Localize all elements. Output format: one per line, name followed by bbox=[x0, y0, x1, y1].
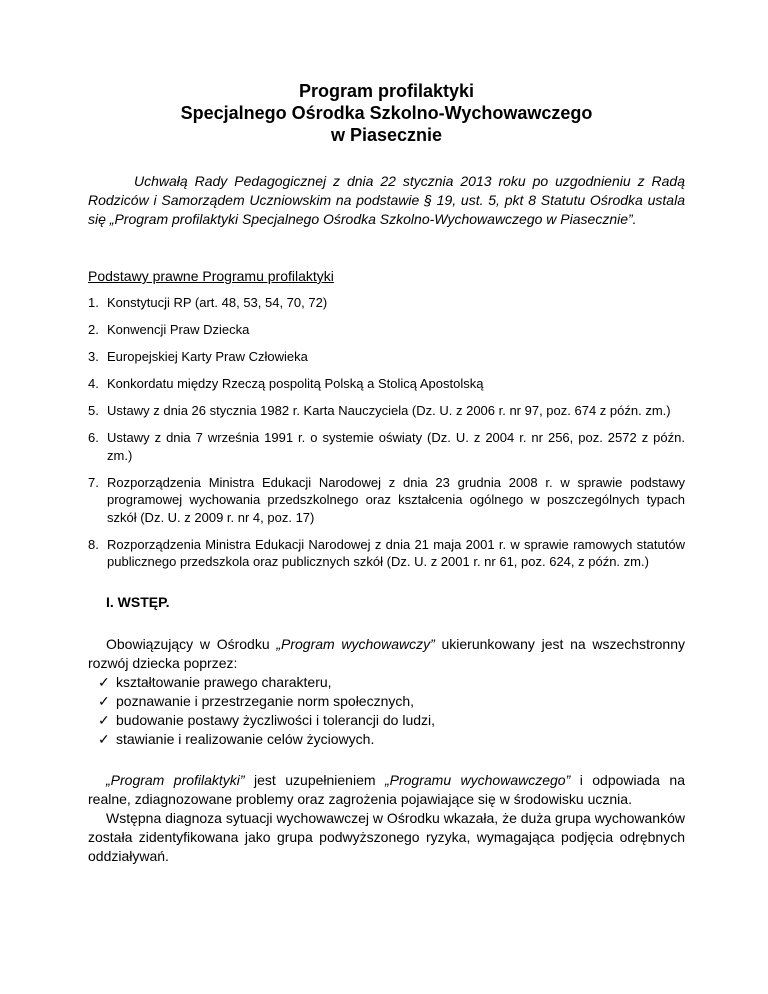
list-item-text: Ustawy z dnia 26 stycznia 1982 r. Karta Nauczyciela (Dz. U. z 2006 r. nr 97, poz. 674 z późn. zm.) bbox=[107, 403, 671, 418]
checklist-item bbox=[88, 692, 685, 711]
list-item bbox=[88, 348, 685, 366]
emphasis-text: „Program wychowawczy” bbox=[276, 635, 435, 652]
list-item bbox=[88, 474, 685, 527]
checkmark-icon: ✓ bbox=[98, 730, 110, 747]
checkmark-icon: ✓ bbox=[98, 673, 110, 690]
paragraph-text: i odpowiada na realne, zdiagnozowane problemy oraz zagrożenia pojawiające się w środowisku ucznia. bbox=[88, 771, 685, 807]
paragraph-text: ukierunkowany jest na wszechstronny rozwój dziecka poprzez: bbox=[88, 635, 685, 671]
list-item-text: Rozporządzenia Ministra Edukacji Narodowej z dnia 23 grudnia 2008 r. w sprawie podstawy programowej wychowania przedszkolnego oraz kształcenia ogólnego w poszczególnych typach szkół (Dz. U. z 2009 r. nr 4, poz. 17) bbox=[107, 474, 685, 525]
list-item-text: Ustawy z dnia 7 września 1991 r. o systemie oświaty (Dz. U. z 2004 r. nr 256, poz. 2572 z późn. zm.) bbox=[107, 430, 685, 463]
checklist-item-text: kształtowanie prawego charakteru, bbox=[116, 673, 332, 690]
checklist-item bbox=[88, 711, 685, 730]
document-page bbox=[88, 80, 685, 866]
list-item-number: 3. bbox=[88, 349, 99, 364]
list-item-number: 8. bbox=[88, 536, 99, 552]
checkmark-icon: ✓ bbox=[98, 692, 110, 709]
list-item-number: 4. bbox=[88, 376, 99, 391]
checklist-item bbox=[88, 673, 685, 692]
list-item-number: 5. bbox=[88, 403, 99, 418]
list-item-text: Konstytucji RP (art. 48, 53, 54, 70, 72) bbox=[107, 295, 328, 310]
intro-paragraph: Uchwałą Rady Pedagogicznej z dnia 22 stycznia 2013 roku po uzgodnieniu z Radą Rodziców i Samorządem Uczniowskim na podstawie § 19, ust. 5, pkt 8 Statutu Ośrodka ustala się „Program profilaktyki Specjalnego Ośrodka Szkolno-Wychowawczego w Piasecznie”. bbox=[88, 173, 685, 227]
checklist-item-text: poznawanie i przestrzeganie norm społecznych, bbox=[116, 692, 415, 709]
checkmark-icon: ✓ bbox=[98, 711, 110, 728]
title-line-3: w Piasecznie bbox=[330, 125, 443, 145]
list-item-number: 6. bbox=[88, 430, 99, 445]
paragraph-program-wychowawczy bbox=[88, 635, 685, 673]
paragraph-text: jest uzupełnieniem bbox=[244, 771, 385, 788]
list-item-number: 7. bbox=[88, 474, 99, 490]
paragraph-program-profilaktyki bbox=[88, 771, 685, 809]
title-line-1: Program profilaktyki bbox=[298, 81, 475, 101]
list-item bbox=[88, 321, 685, 339]
list-item bbox=[88, 402, 685, 420]
list-item bbox=[88, 429, 685, 464]
list-item bbox=[88, 375, 685, 393]
legal-basis-heading: Podstawy prawne Programu profilaktyki bbox=[88, 268, 334, 284]
title-line-2: Specjalnego Ośrodka Szkolno-Wychowawczego bbox=[180, 103, 593, 123]
emphasis-text: „Program profilaktyki” bbox=[106, 771, 245, 788]
list-item bbox=[88, 536, 685, 571]
list-item-text: Europejskiej Karty Praw Człowieka bbox=[107, 349, 308, 364]
emphasis-text: „Programu wychowawczego” bbox=[384, 771, 571, 788]
section-title-introduction: I. WSTĘP. bbox=[106, 593, 170, 610]
checklist-item bbox=[88, 730, 685, 749]
list-item bbox=[88, 294, 685, 312]
list-item-text: Konkordatu między Rzeczą pospolitą Polską a Stolicą Apostolską bbox=[107, 376, 484, 391]
checklist-item-text: budowanie postawy życzliwości i tolerancji do ludzi, bbox=[116, 711, 436, 728]
checklist-item-text: stawianie i realizowanie celów życiowych. bbox=[116, 730, 375, 747]
list-item-number: 1. bbox=[88, 295, 99, 310]
paragraph-diagnosis: Wstępna diagnoza sytuacji wychowawczej w Ośrodku wkazała, że duża grupa wychowanków została zidentyfikowana jako grupa podwyższonego ryzyka, wymagająca podjęcia odrębnych oddziaływań. bbox=[88, 809, 685, 864]
document-title bbox=[88, 80, 685, 146]
list-item-text: Konwencji Praw Dziecka bbox=[107, 322, 250, 337]
paragraph-text: Obowiązujący w Ośrodku bbox=[106, 635, 277, 652]
legal-basis-list bbox=[88, 294, 685, 571]
list-item-number: 2. bbox=[88, 322, 99, 337]
goals-checklist bbox=[88, 673, 685, 749]
list-item-text: Rozporządzenia Ministra Edukacji Narodowej z dnia 21 maja 2001 r. w sprawie ramowych statutów publicznego przedszkola oraz publicznych szkół (Dz. U. z 2001 r. nr 61, poz. 624, z późn. zm.) bbox=[107, 536, 685, 569]
